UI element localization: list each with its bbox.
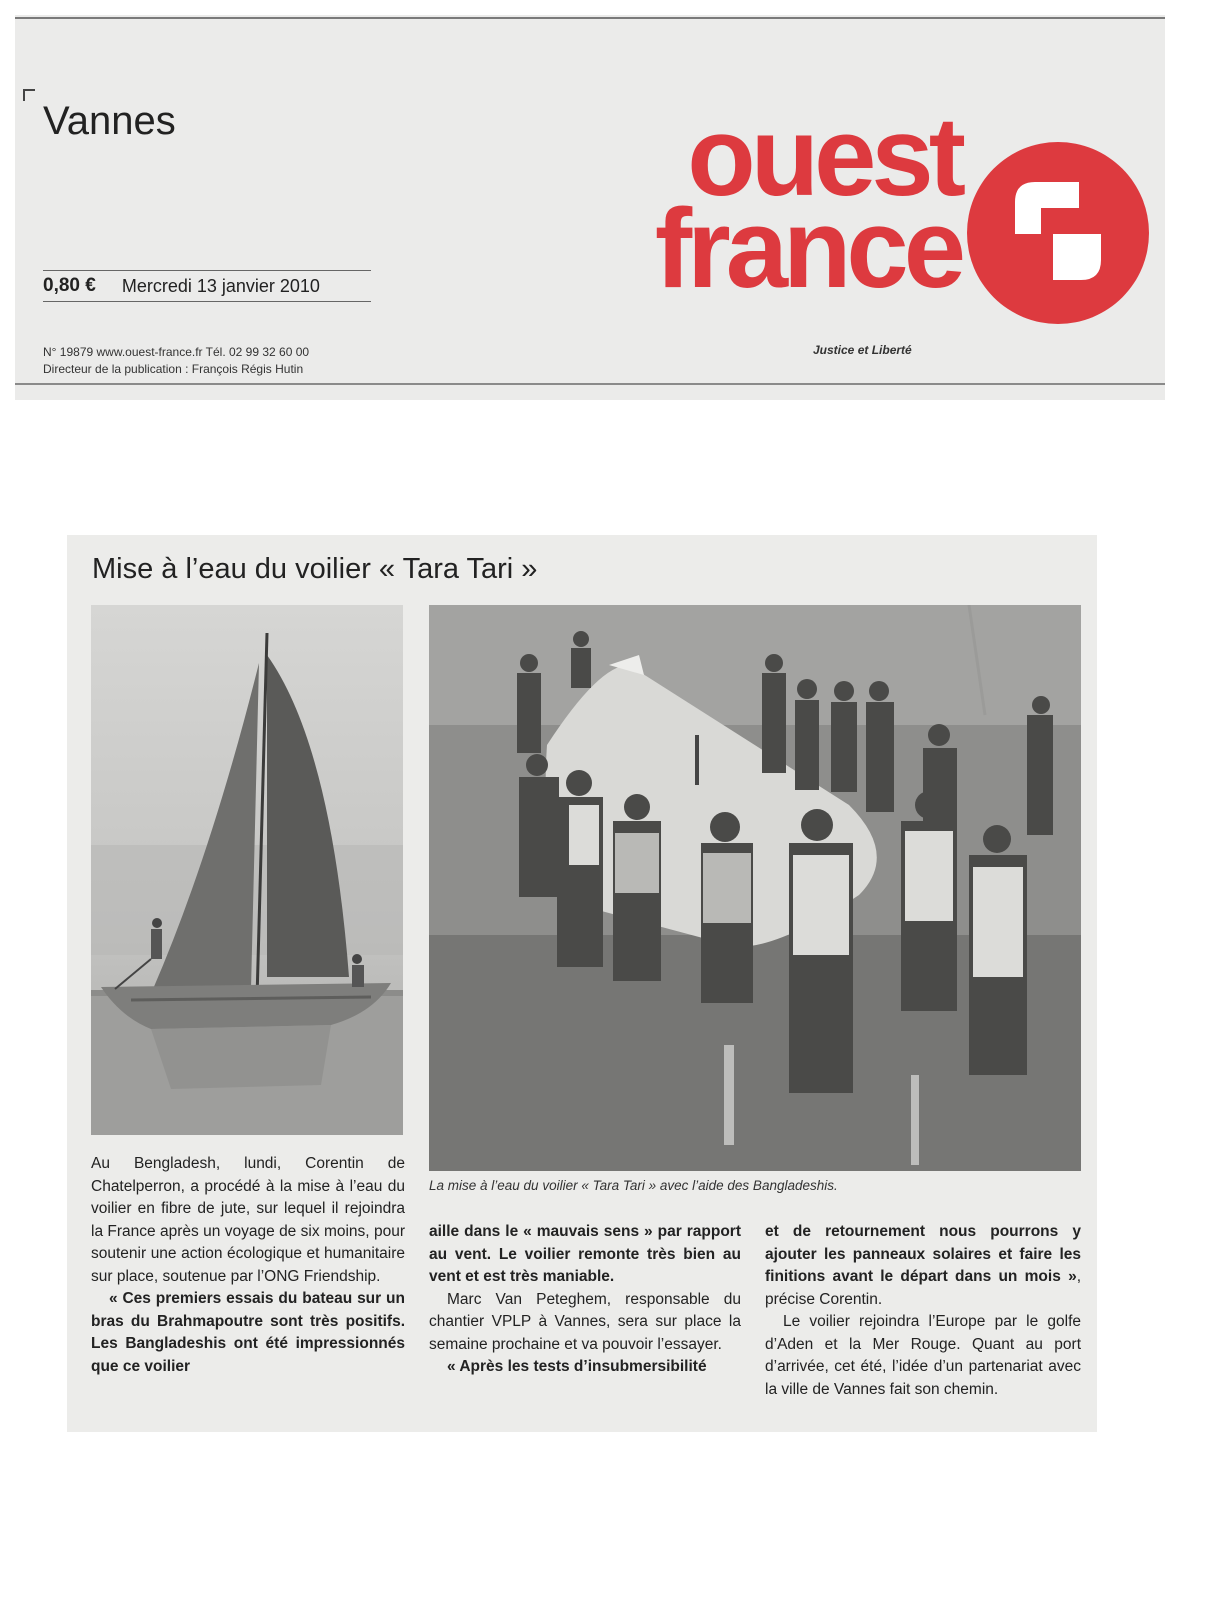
crop-mark [23, 89, 35, 101]
ouest-france-logo-emblem-icon [967, 142, 1149, 324]
price-date-row [43, 270, 371, 302]
sailboat-photo [91, 605, 403, 1135]
issue-date: Mercredi 13 janvier 2010 [121, 275, 320, 296]
logo-word-ouest: ouest [687, 94, 961, 219]
photo-caption: La mise à l’eau du voilier « Tara Tari » avec l’aide des Bangladeshis. [429, 1178, 838, 1193]
issue-price: 0,80 € [43, 275, 96, 296]
column-1-paragraph-1: Au Bengladesh, lundi, Corentin de Chatelperron, a procédé à la mise à l’eau du voilier en fibre de jute, sur lequel il rejoindra la France après un voyage de six moins, pour soutenir une action écologique et humanitaire sur place, soutenue par l’ONG Friendship. [91, 1155, 405, 1285]
column-1-paragraph-2: « Ces premiers essais du bateau sur un bras du Brahmapoutre sont très positifs. Les Bangladeshis ont été impressionnés que ce voilier [91, 1290, 405, 1375]
publication-director-line: Directeur de la publication : François Régis Hutin [43, 362, 304, 376]
logo-word-france: france [654, 186, 961, 311]
issue-info-line: N° 19879 www.ouest-france.fr Tél. 02 99 32 60 00 [43, 345, 310, 359]
ouest-france-logo-text [531, 94, 961, 311]
column-2-paragraph-2: Marc Van Peteghem, responsable du chantier VPLP à Vannes, sera sur place la semaine prochaine et va pouvoir l’essayer. [429, 1290, 741, 1353]
newspaper-masthead [15, 15, 1165, 400]
article-column-3 [765, 1221, 1081, 1401]
article-headline: Mise à l’eau du voilier « Tara Tari » [92, 553, 538, 585]
boat-launch-photo [429, 605, 1081, 1171]
top-rule [15, 17, 1165, 19]
column-3-quote-end: et de retournement nous pourrons y ajouter les panneaux solaires et faire les finitions avant le départ dans un mois » [765, 1223, 1081, 1285]
column-2-paragraph-3: « Après les tests d’insubmersibilité [447, 1358, 707, 1375]
column-3-paragraph-1 [765, 1221, 1081, 1311]
article-clipping [67, 535, 1097, 1432]
newspaper-motto: Justice et Liberté [813, 343, 912, 357]
article-column-1 [91, 1153, 405, 1378]
column-3-attribution: , précise Corentin. [765, 1268, 1081, 1308]
article-column-2 [429, 1221, 741, 1379]
bottom-rule [15, 383, 1165, 385]
column-2-paragraph-1: aille dans le « mauvais sens » par rapport au vent. Le voilier remonte très bien au vent et est très maniable. [429, 1223, 741, 1285]
edition-name: Vannes [43, 99, 176, 143]
column-3-paragraph-2: Le voilier rejoindra l’Europe par le golfe d’Aden et la Mer Rouge. Quant au port d’arrivée, cet été, l’idée d’un partenariat avec la ville de Vannes fait son chemin. [765, 1313, 1081, 1398]
